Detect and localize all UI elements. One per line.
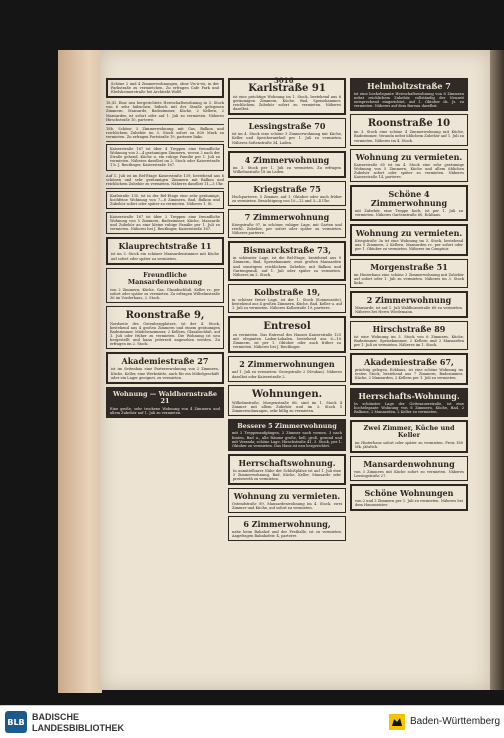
ad-heading: Roonstraße 10 <box>367 118 451 130</box>
ad-heading: 2 Zimmerwohnungen <box>239 359 335 370</box>
classified-ad <box>228 78 346 115</box>
ad-text: im 3. Stock per 1. Juli zu vermieten. Zu erfragen Wilhelmstraße 18 im Laden. <box>233 165 341 174</box>
ad-heading: Roonstraße 9, <box>125 309 205 321</box>
classified-ad <box>228 516 346 541</box>
ad-text: Kaiserstraße 167 ist über 2 Treppen eine freundliche Wohnung von 5 Zimmern, Badezimmer, Küche, Mansarde und Zubehör an eine kleine ruhige Familie per 1. Juli zu vermieten. Näheres bei J. Reutlinger, Kaiserstraße 167. <box>110 215 220 232</box>
ad-text: mit 2 Treppenaufgängen, 2 Zimmer nach vornen, 3 nach hinten, Bad u., alle Räume große, hell, groß, gesund und mit Veranda; schöne Lage, Hirschstraße 41, 3. Stock, per 1. Oktober zu vermieten. Das Haus ist neu hergerichtet. <box>232 431 342 448</box>
classified-ad <box>228 181 346 206</box>
column-2 <box>228 78 346 544</box>
ad-text: im Hinterhaus eine schöne 3 Zimmerwohnung mit Zubehör auf sofort oder 1. Juli zu vermieten. Näheres im 3. Stock links. <box>354 272 464 285</box>
blb-logo-icon[interactable]: BLB <box>5 711 27 733</box>
ad-text: ist im 4. Stock eine schöne 5 Zimmerwohnung mit Küche, Keller und Speicherantheil per 1. Juli zu vermieten. Näheres Sofienstraße 34, Laden. <box>232 132 342 145</box>
separator-line <box>106 141 224 142</box>
book-spine <box>58 50 102 693</box>
classified-ad <box>106 268 224 303</box>
ad-heading: Wohnung zu vermieten. <box>355 151 463 162</box>
page-edge <box>488 50 504 690</box>
classified-ad <box>350 388 468 417</box>
classified-ad <box>106 237 224 264</box>
separator-line <box>106 188 224 189</box>
ad-text: ist im Seitenbau eine Parterrewohnung von 2 Zimmern, Küche, Keller, eine Werkstätte, auch für ein Möbelgeschäft oder ein Lager geeignet, zu vermieten. <box>111 367 219 380</box>
ad-text: Karlstraße 135, ist in der Bel-Etage eine sehr geräumige, hochfeine Wohnung von 7—8 Zimmern, Bad, Balkon und Zubehör sofort oder später zu vermieten. Näheres 1. St. <box>110 193 220 206</box>
ad-text: ist im 3. Stock ein schöner Mansardenzimmer mit Küche auf sofort oder später zu vermieten. <box>111 252 219 261</box>
ad-heading: Karlstraße 91 <box>248 83 326 94</box>
ad-heading: 4 Zimmerwohnung <box>244 154 330 165</box>
classified-ad <box>228 488 346 513</box>
ad-text: prächtig gelegen, Eckhaus, ist eine schöne Wohnung im ersten Stock, bestehend aus 7 Zimmern, Badezimmer, Küche, 2 Mansarden, 2 Kellern per 1. Juli zu vermieten. <box>355 368 463 381</box>
classified-ad <box>350 185 468 221</box>
classified-ad <box>350 456 468 481</box>
ad-text: In schönster Lage der Gottesauerstraße, ist eine hochelegante Wohnung von 8 Zimmern, Küche, Bad, 2 Balkone, 2 Mansarden, 2 Keller zu vermieten. <box>354 401 464 414</box>
classified-ad <box>350 420 468 453</box>
ad-heading: Wohnung zu vermieten. <box>355 228 463 239</box>
ad-heading: Wohnungen. <box>251 388 323 400</box>
ad-heading: Bismarckstraße 73, <box>242 245 332 256</box>
classified-ad <box>350 224 468 255</box>
ad-text: von 2 Zimmern, Küche, Gas, Glasabschluß, Keller rc. per sofort oder später zu vermieten. Zu erfragen Wilhelmstraße 36 im Vorderhaus, 2. Stock. <box>110 287 220 300</box>
ad-heading: Entresol <box>263 321 311 333</box>
classified-ad <box>350 321 468 350</box>
ad-text: 18b. Schöne 3 Zimmerwohnung mit Gas, Balkon und reichlichem Zubehör im 3. Stock sofort zu 600 Mark zu vermieten. Zu erfragen Portstraße 19, parterre links. <box>106 126 224 139</box>
ad-text: Nordseite des Gutenbergplatzes, ist der 4. Stock, bestehend aus 4 großen Zimmern und einem geräumigen Badezimmer, Mädchenzimmer, 2 Kellern, Glasabschluß, auf 1. Juli oder früher zu vermieten. Die Wohnung ist neu hergestellt und kann jederzeit angesehen werden. Zu erfragen im 2. Stock. <box>110 321 220 347</box>
classified-ad <box>350 78 468 111</box>
ad-heading: Schöne Wohnungen <box>364 488 454 499</box>
ad-heading: 6 Zimmerwohnung, <box>243 519 331 530</box>
classified-ad <box>228 118 346 147</box>
classified-ad <box>228 316 346 353</box>
classified-ad <box>106 191 224 209</box>
ad-text: Hochparterre, 5 Zimmer, auf 1. Oktober oder auch früher zu vermieten. Besichtigung von 10—12 und 3—4 Uhr. <box>232 194 342 203</box>
ad-text: von 2 und 3 Zimmern per 1. Juli zu vermieten. Näheres bei dem Hausmeister. <box>355 499 463 508</box>
page-number: 3016 <box>274 76 294 85</box>
ad-text: ist eine Wohnung im 3. Stock von 6 Zimmern, Küche, Badezimmer, Speisekammer, 2 Kellern und 2 Mansarden per 1. Juli zu vermieten. Näheres im 1. Stock. <box>354 334 464 348</box>
ad-text: von 3 Zimmern mit Küche sofort zu vermieten. Näheres Lessingstraße 27. <box>354 470 464 479</box>
classified-ad <box>106 306 224 350</box>
ad-heading: Lessingstraße 70 <box>248 121 326 132</box>
ad-text: In unmittelbarer Nähe der Schloßplätze ist auf 1. Juli eine 5 Zimmerwohnung, Bad, Küche, Keller, Mansarde sehr preiswerth zu vermieten. <box>233 468 341 481</box>
ad-heading: Morgenstraße 51 <box>370 261 448 272</box>
ad-text: zu vermieten. Das Entresol des Hauses Kaiserstraße 125 mit eleganten Laden-Lokalen, bestehend aus 6—10 Zimmern, ist per 1. Oktober oder auch früher zu vermieten. Näheres bei J. Reutlinger. <box>233 333 341 350</box>
classified-ad <box>228 151 346 178</box>
ad-heading: 2 Zimmerwohnung <box>366 294 452 305</box>
ad-text: Schöne 2 und 4 Zimmerwohnungen, ohne Vis-à-vis, in der Parkstraße zu vermietchen. Zu erfragen Cafe Park und Ebelsheimerstraße bei Architekt Wolff. <box>111 82 219 95</box>
ad-text: Wilhelmstraße, Morgenstraße 66, sind im 1. Stock 4 Zimmer mit allem Zubehör und im 3. Stock 5 Zimmerwohnungen, sehr billig zu vermieten. <box>232 400 342 413</box>
classified-ad <box>350 291 468 318</box>
classified-ad <box>106 144 224 170</box>
blb-name-line2: LANDESBIBLIOTHEK <box>32 723 124 733</box>
separator-line <box>106 124 224 125</box>
classified-ad <box>228 454 346 485</box>
classified-ad <box>350 484 468 511</box>
ad-text: mit Zubehör, eine Treppe hoch, ist per 1. Juli zu vermieten. Näheres Gartenstraße 60, Eckhaus. <box>355 209 463 218</box>
ad-heading: Helmholtzstraße 7 <box>367 81 451 91</box>
ad-text: ist eine prächtige Wohnung im 1. Stock, bestehend aus 6 geräumigen Zimmern, Küche, Bad, Speisekammer, reichlichem Zubehör sofort zu vermieten. Näheres daselbst. <box>233 95 341 112</box>
ad-heading: Schöne 4 Zimmerwohnung <box>370 189 448 209</box>
blb-name[interactable] <box>32 712 124 734</box>
ad-text: auf 1. Juli zu vermieten: Georgstraße 2 (Neubau). Näheres daselbst oder Kaiserstraße 2. <box>232 370 342 379</box>
ad-text: in schöner freier Lage, ist der 1. Stock (Sonnenseite), bestehend aus 4 großen Zimmern, Küche, Bad, Keller u. auf 1. Juli zu vermieten. Näheres Kolbstraße 19, parterre. <box>232 297 342 310</box>
ad-text: Kaiserstraße 65 ist im 4. Stock eine sehr geräumige Wohnung von 5 Zimmern, Küche und allem üblichen Zubehör sofort oder später zu vermieten. Näheres Kaiserstraße 14, parterre. <box>354 162 464 179</box>
ad-heading: Kolbstraße 19, <box>253 286 321 297</box>
ad-heading: Herrschafts-Wohnung. <box>358 390 460 401</box>
classified-ad <box>228 241 346 280</box>
classified-text <box>106 174 224 186</box>
newspaper-page <box>100 50 490 690</box>
classified-ad <box>106 78 224 98</box>
ad-heading: Mansardenwohnung <box>363 459 455 469</box>
classified-ad <box>228 419 346 451</box>
ad-text: Kriegstraße 97, in schöner, ruhiger Lage, mit Garten und reichl. Zubehör, per sofort oder später zu vermieten. Näheres parterre. <box>232 223 342 236</box>
classified-ad <box>350 114 468 145</box>
classified-ad <box>106 387 224 418</box>
ad-heading: Zwei Zimmer, Küche und Keller <box>363 423 455 440</box>
blb-name-line1: BADISCHE <box>32 712 80 722</box>
classified-ad <box>228 356 346 381</box>
column-1 <box>106 78 224 421</box>
ad-text: im 3. Stock eine schöne 4 Zimmerwohnung mit Küche, Badezimmer, Veranda nebst üblichem Zubehör auf 1. Juli zu vermieten. Näheres im 4. Stock. <box>354 130 464 143</box>
ad-heading: Hirschstraße 89 <box>372 323 446 334</box>
ad-heading: Akademiestraße 27 <box>121 356 209 367</box>
ad-heading: Kriegstraße 75 <box>253 183 321 194</box>
classified-ad <box>106 212 224 234</box>
baden-wuerttemberg-name[interactable]: Baden-Württemberg <box>410 716 501 727</box>
ad-text: Kaiserstraße 167 ist über 4 Treppen eine freundliche Wohnung von 3—4 geräumigen Zimmern, wovon 2 nach der Straße gehend, Küche u. ein ruhige Familie per 1. Juli zu vermieten. Näheres daselbst im 2. Stock oder Kaiserstraße 1 b. J. Reutlinger, Kaiserstraße 167. <box>110 147 220 168</box>
footer-bar <box>0 705 504 738</box>
ad-text: Auf 1. Juli ist im Bel-Etage Kaiserstraße 139, bestehend aus 6 schönen und sehr geräumigen Zimmern mit Balkon und reichlichem Zubehör zu vermieten. Näheres daselbst 11—3 Uhr. <box>106 173 224 186</box>
classified-text <box>106 127 224 139</box>
classified-ad <box>228 385 346 416</box>
ad-text: 18./II. Eine neu hergerichtete Herrschaftswohnung in 3. Stock von 6 sehr hübschen, hübsch mit der Straße gelegenen Zimmern, Mansarde, Badezimmer, Küche, 2 Kellern, 2 Mansarden ist sofort oder auf 1. Juli zu vermieten. Näheres Hirschstraße 10, parterre. <box>106 101 224 122</box>
baden-wuerttemberg-lion-icon <box>388 713 406 731</box>
classified-text <box>106 101 224 121</box>
ad-heading: Akademiestraße 67, <box>364 357 454 368</box>
classified-ad <box>228 209 346 238</box>
classified-ad <box>106 352 224 383</box>
ad-heading: Klauprechtstraße 11 <box>118 241 212 252</box>
classified-ad <box>350 259 468 288</box>
ad-text: im Hinterhaus sofort oder später zu vermieten. Preis 180 Mk. jährlich. <box>355 440 463 449</box>
ad-text: Kriegstraße 3a ist eine Wohnung im 3. Stock, bestehend aus 5 Zimmern, 2 Kellern, Mansarden rc. per sofort oder per 1. Oktober zu vermieten. Näheres im Comptoir. <box>355 239 463 252</box>
ad-text: nahe beim Bahnhof und der Festhalle, ist zu vermieten. Angefragen Bahnhofstr. 4, parterre. <box>232 530 342 539</box>
ad-heading: Wohnung zu vermieten. <box>233 491 341 502</box>
ad-text: in schönster Lage, ist die Bel-Etage, bestehend aus 9 Zimmern, Bad, Speisekammer, zwei großen Mansarden und sonstigem reichlichem Zubehör, mit Balkon und Gartengenuß, auf 1. Juli oder später zu vermieten. Näheres im 2. Stock. <box>233 256 341 277</box>
classified-ad <box>350 353 468 384</box>
ad-text: Eine große, sehr trockene Wohnung von 4 Zimmern und allem Zubehör auf 1. Juli zu vermieten. <box>110 406 220 415</box>
column-3 <box>350 78 468 514</box>
ad-heading: 7 Zimmerwohnung <box>244 212 330 223</box>
ad-text: Ostendstraße 89, Mansardenwohnung im 4. Stock, zwei Zimmer und Küche, auf sofort zu vermieten. <box>232 502 342 511</box>
ad-heading: Herrschaftswohnung. <box>238 457 336 468</box>
ad-text: ist eine hochelegante Herrschaftswohnung von 8 Zimmern nebst reichlichem Zubehör, vollständig der Neuzeit entsprechend eingerichtet, auf 1. Oktober ds. Js. zu vermieten. Näheres auf dem Bureau daselbst. <box>354 92 464 109</box>
classified-ad <box>350 149 468 182</box>
ad-heading: Bessere 5 Zimmerwohnung <box>237 421 337 430</box>
ad-text: Mansarde, ist auf 1. Juli Waldhornstraße 68 zu vermieten. Näheres bei Herrn Wiedemann. <box>355 305 463 314</box>
classified-ad <box>228 284 346 313</box>
ad-heading: Wohnung — Waldhornstraße 21 <box>112 389 218 406</box>
ad-heading: Freundliche Mansardenwohnung <box>127 270 203 287</box>
